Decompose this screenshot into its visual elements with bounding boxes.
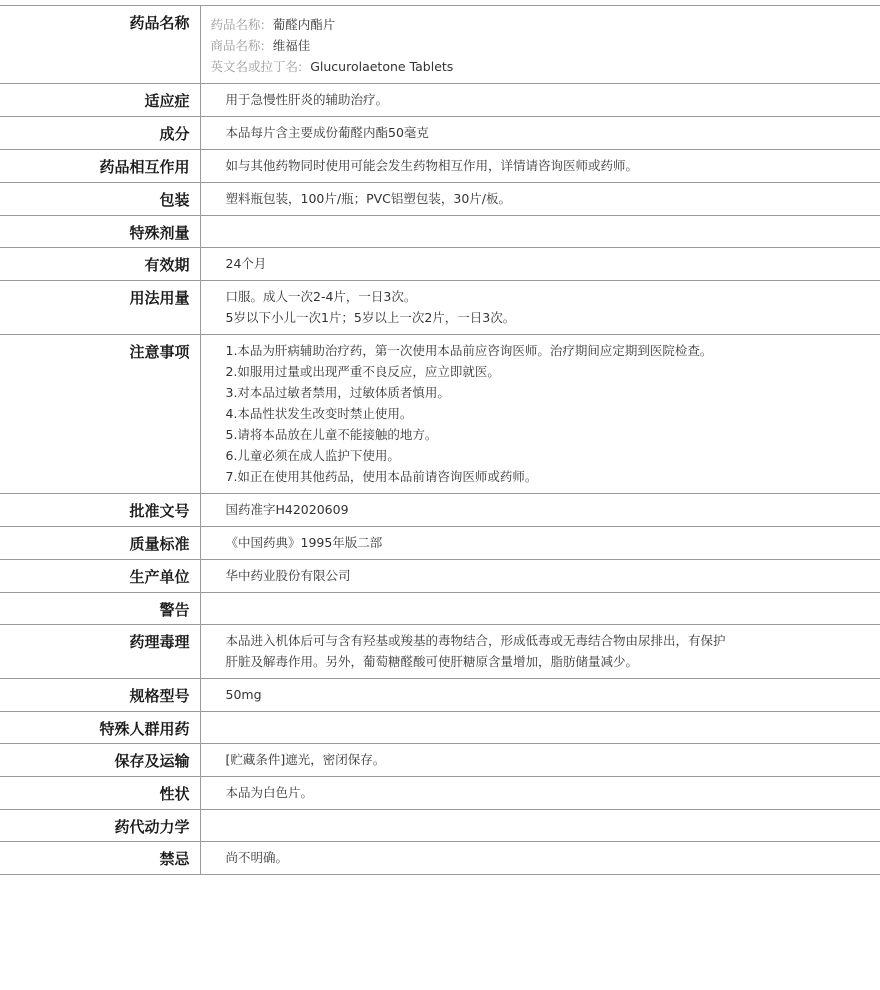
- row-value: [200, 560, 880, 593]
- row-value: [200, 593, 880, 625]
- english-name-line: [211, 56, 880, 77]
- table-row: [0, 248, 880, 281]
- row-value-line: 本品为白色片。: [225, 785, 314, 800]
- row-label: 药品相互作用: [0, 150, 200, 183]
- row-value-line: 5.请将本品放在儿童不能接触的地方。: [225, 427, 438, 442]
- table-row: [0, 777, 880, 810]
- row-label: 特殊人群用药: [0, 712, 200, 744]
- row-value: [200, 281, 880, 335]
- row-value: [200, 842, 880, 875]
- row-label: 药代动力学: [0, 810, 200, 842]
- table-row-drug-names: [0, 6, 880, 84]
- row-label: 成分: [0, 117, 200, 150]
- row-value-line: 5岁以下小儿一次1片；5岁以上一次2片，一日3次。: [225, 310, 516, 325]
- table-row: [0, 335, 880, 494]
- row-label: 适应症: [0, 84, 200, 117]
- row-label: 质量标准: [0, 527, 200, 560]
- row-value: [200, 335, 880, 494]
- table-row: [0, 560, 880, 593]
- row-value-line: 1.本品为肝病辅助治疗药，第一次使用本品前应咨询医师。治疗期间应定期到医院检查。: [225, 343, 713, 358]
- table-row: [0, 216, 880, 248]
- table-row: [0, 744, 880, 777]
- row-label: 性状: [0, 777, 200, 810]
- row-value-line: 本品进入机体后可与含有羟基或羧基的毒物结合，形成低毒或无毒结合物由尿排出，有保护: [225, 633, 726, 648]
- table-row: [0, 281, 880, 335]
- row-value: [200, 777, 880, 810]
- row-label: 药理毒理: [0, 625, 200, 679]
- row-label: 用法用量: [0, 281, 200, 335]
- row-value-line: 国药准字H42020609: [225, 502, 349, 517]
- row-value-line: 肝脏及解毒作用。另外，葡萄糖醛酸可使肝糖原含量增加，脂肪储量减少。: [225, 654, 639, 669]
- row-value-line: 50mg: [225, 687, 262, 702]
- table-row: [0, 527, 880, 560]
- row-value-line: 华中药业股份有限公司: [225, 568, 351, 583]
- row-label: 禁忌: [0, 842, 200, 875]
- trade-name-value: 维福佳: [272, 38, 311, 53]
- row-label: 注意事项: [0, 335, 200, 494]
- row-value-line: 用于急慢性肝炎的辅助治疗。: [225, 92, 389, 107]
- row-value-line: 如与其他药物同时使用可能会发生药物相互作用，详情请咨询医师或药师。: [225, 158, 639, 173]
- row-label: 规格型号: [0, 679, 200, 712]
- trade-name-line: [211, 35, 880, 56]
- trade-name-key: 商品名称:: [210, 38, 265, 53]
- row-label: 生产单位: [0, 560, 200, 593]
- drug-info-table: [0, 5, 880, 875]
- row-value-line: 本品每片含主要成份葡醛内酯50毫克: [225, 125, 429, 140]
- row-value: [200, 183, 880, 216]
- row-value: [200, 216, 880, 248]
- row-label-drug-names: 药品名称: [0, 6, 200, 84]
- row-label: 保存及运输: [0, 744, 200, 777]
- row-value-line: 尚不明确。: [225, 850, 289, 865]
- row-value-line: [贮藏条件]遮光，密闭保存。: [225, 752, 386, 767]
- table-row: [0, 117, 880, 150]
- row-value: [200, 744, 880, 777]
- row-value-line: 24个月: [225, 256, 267, 271]
- row-value-line: 3.对本品过敏者禁用，过敏体质者慎用。: [225, 385, 450, 400]
- table-row: [0, 183, 880, 216]
- row-value-line: 6.儿童必须在成人监护下使用。: [225, 448, 400, 463]
- drug-names-cell: [200, 6, 880, 84]
- generic-name-line: [211, 14, 880, 35]
- row-value: [200, 494, 880, 527]
- generic-name-value: 葡醛内酯片: [272, 17, 336, 32]
- table-row: [0, 810, 880, 842]
- row-label: 警告: [0, 593, 200, 625]
- drug-info-table-body: [0, 6, 880, 875]
- row-value-line: 4.本品性状发生改变时禁止使用。: [225, 406, 413, 421]
- row-label: 特殊剂量: [0, 216, 200, 248]
- row-label: 包装: [0, 183, 200, 216]
- row-label: 有效期: [0, 248, 200, 281]
- row-value: [200, 679, 880, 712]
- table-row: [0, 842, 880, 875]
- row-value-line: 7.如正在使用其他药品，使用本品前请咨询医师或药师。: [225, 469, 538, 484]
- english-name-value: Glucurolaetone Tablets: [310, 59, 454, 74]
- row-value: [200, 150, 880, 183]
- table-row: [0, 712, 880, 744]
- table-row: [0, 625, 880, 679]
- row-value-line: 2.如服用过量或出现严重不良反应，应立即就医。: [225, 364, 500, 379]
- english-name-key: 英文名或拉丁名:: [210, 59, 303, 74]
- table-row: [0, 84, 880, 117]
- row-value-line: 《中国药典》1995年版二部: [225, 535, 383, 550]
- table-row: [0, 150, 880, 183]
- row-label: 批准文号: [0, 494, 200, 527]
- row-value: [200, 810, 880, 842]
- row-value: [200, 527, 880, 560]
- table-row: [0, 679, 880, 712]
- row-value: [200, 248, 880, 281]
- row-value: [200, 625, 880, 679]
- row-value-line: 塑料瓶包装，100片/瓶；PVC铝塑包装，30片/板。: [225, 191, 512, 206]
- table-row: [0, 494, 880, 527]
- row-value: [200, 712, 880, 744]
- row-value: [200, 84, 880, 117]
- table-row: [0, 593, 880, 625]
- row-value-line: 口服。成人一次2-4片，一日3次。: [225, 289, 417, 304]
- generic-name-key: 药品名称:: [210, 17, 265, 32]
- row-value: [200, 117, 880, 150]
